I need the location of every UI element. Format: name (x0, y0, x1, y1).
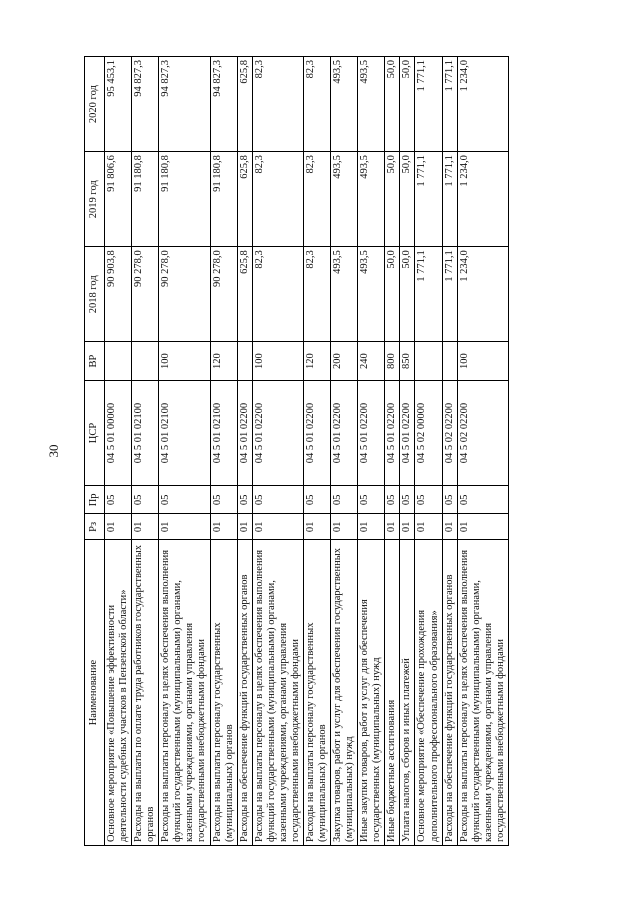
cell-rz: 01 (159, 514, 210, 540)
cell-rz: 01 (132, 514, 159, 540)
cell-pr: 05 (303, 486, 330, 514)
cell-2019: 91 806,6 (105, 152, 132, 247)
cell-2018: 90 903,8 (105, 247, 132, 342)
cell-vr: 120 (210, 342, 237, 381)
cell-vr: 240 (358, 342, 385, 381)
cell-name: Основное мероприятие «Повышение эффективности деятельности судебных участков в Пензенской области» (105, 540, 132, 846)
cell-2020: 82,3 (303, 57, 330, 152)
cell-csr: 04 5 01 02200 (252, 380, 303, 485)
cell-2019: 1 771,1 (415, 152, 442, 247)
cell-2020: 625,8 (237, 57, 252, 152)
cell-rz: 01 (457, 514, 508, 540)
cell-name: Уплата налогов, сборов и иных платежей (400, 540, 415, 846)
cell-2018: 82,3 (303, 247, 330, 342)
header-name: Наименование (85, 540, 105, 846)
table-row (237, 57, 252, 846)
cell-csr: 04 5 01 02100 (132, 380, 159, 485)
cell-2020: 493,5 (358, 57, 385, 152)
cell-rz: 01 (358, 514, 385, 540)
cell-pr: 05 (442, 486, 457, 514)
cell-name: Расходы на обеспечение функций государственных органов (442, 540, 457, 846)
cell-rz: 01 (415, 514, 442, 540)
table-row (358, 57, 385, 846)
budget-table (84, 56, 509, 846)
cell-vr (415, 342, 442, 381)
cell-csr: 04 5 01 02100 (159, 380, 210, 485)
table-row (132, 57, 159, 846)
cell-2019: 91 180,8 (159, 152, 210, 247)
cell-vr: 100 (159, 342, 210, 381)
cell-pr: 05 (400, 486, 415, 514)
cell-2020: 95 453,1 (105, 57, 132, 152)
cell-name: Расходы на выплаты по оплате труда работников государственных органов (132, 540, 159, 846)
cell-csr: 04 5 01 02100 (210, 380, 237, 485)
cell-vr: 100 (252, 342, 303, 381)
cell-2019: 625,8 (237, 152, 252, 247)
cell-2020: 50,0 (400, 57, 415, 152)
cell-csr: 04 5 01 02200 (400, 380, 415, 485)
cell-vr (442, 342, 457, 381)
cell-rz: 01 (105, 514, 132, 540)
cell-pr: 05 (210, 486, 237, 514)
cell-2019: 50,0 (400, 152, 415, 247)
table-row (105, 57, 132, 846)
cell-2018: 493,5 (358, 247, 385, 342)
cell-name: Расходы на выплаты персоналу в целях обеспечения выполнения функций государственными (муниципальными) органами, казенными учреждениями, органами управления государственными внебюджетными фондами (159, 540, 210, 846)
cell-2018: 493,5 (331, 247, 358, 342)
cell-2020: 94 827,3 (159, 57, 210, 152)
cell-pr: 05 (132, 486, 159, 514)
cell-2019: 493,5 (331, 152, 358, 247)
cell-2018: 50,0 (385, 247, 400, 342)
header-vr: ВР (85, 342, 105, 381)
cell-rz: 01 (385, 514, 400, 540)
table-row (331, 57, 358, 846)
cell-name: Иные бюджетные ассигнования (385, 540, 400, 846)
cell-2020: 1 771,1 (415, 57, 442, 152)
cell-name: Расходы на выплаты персоналу государственных (муниципальных) органов (210, 540, 237, 846)
cell-2019: 82,3 (252, 152, 303, 247)
cell-csr: 04 5 02 00000 (415, 380, 442, 485)
header-2020: 2020 год (85, 57, 105, 152)
cell-2018: 50,0 (400, 247, 415, 342)
cell-2018: 90 278,0 (210, 247, 237, 342)
cell-vr: 200 (331, 342, 358, 381)
table-row (457, 57, 508, 846)
cell-2019: 493,5 (358, 152, 385, 247)
cell-rz: 01 (303, 514, 330, 540)
cell-csr: 04 5 01 02200 (303, 380, 330, 485)
cell-pr: 05 (385, 486, 400, 514)
cell-name: Расходы на выплаты персоналу в целях обеспечения выполнения функций государственными (муниципальными) органами, казенными учреждениями, органами управления государственными внебюджетными фондами (252, 540, 303, 846)
cell-2019: 1 234,0 (457, 152, 508, 247)
cell-2019: 82,3 (303, 152, 330, 247)
cell-name: Расходы на обеспечение функций государственных органов (237, 540, 252, 846)
cell-2018: 1 234,0 (457, 247, 508, 342)
cell-csr: 04 5 02 02200 (457, 380, 508, 485)
cell-rz: 01 (400, 514, 415, 540)
cell-vr: 100 (457, 342, 508, 381)
cell-name: Основное мероприятие «Обеспечение прохождения дополнительного профессионального образования» (415, 540, 442, 846)
cell-2020: 50,0 (385, 57, 400, 152)
cell-rz: 01 (210, 514, 237, 540)
table-row (442, 57, 457, 846)
cell-csr: 04 5 01 02200 (358, 380, 385, 485)
cell-2018: 90 278,0 (159, 247, 210, 342)
table-row (210, 57, 237, 846)
cell-pr: 05 (331, 486, 358, 514)
cell-csr: 04 5 01 00000 (105, 380, 132, 485)
cell-pr: 05 (159, 486, 210, 514)
cell-pr: 05 (457, 486, 508, 514)
table-row (400, 57, 415, 846)
cell-2020: 493,5 (331, 57, 358, 152)
cell-2018: 1 771,1 (415, 247, 442, 342)
table-row (385, 57, 400, 846)
table-row (252, 57, 303, 846)
header-2019: 2019 год (85, 152, 105, 247)
table-row (303, 57, 330, 846)
header-csr: ЦСР (85, 380, 105, 485)
cell-2018: 82,3 (252, 247, 303, 342)
rotated-table-container (84, 56, 544, 846)
cell-rz: 01 (237, 514, 252, 540)
table-row (415, 57, 442, 846)
header-rz: Рз (85, 514, 105, 540)
cell-2018: 90 278,0 (132, 247, 159, 342)
cell-2018: 625,8 (237, 247, 252, 342)
cell-vr (105, 342, 132, 381)
cell-name: Расходы на выплаты персоналу государственных (муниципальных) органов (303, 540, 330, 846)
cell-2020: 1 234,0 (457, 57, 508, 152)
cell-2019: 91 180,8 (132, 152, 159, 247)
cell-csr: 04 5 01 02200 (385, 380, 400, 485)
cell-vr: 120 (303, 342, 330, 381)
table-body (105, 57, 509, 846)
cell-name: Закупка товаров, работ и услуг для обеспечения государственных (муниципальных) нужд (331, 540, 358, 846)
cell-pr: 05 (237, 486, 252, 514)
cell-rz: 01 (252, 514, 303, 540)
cell-csr: 04 5 01 02200 (237, 380, 252, 485)
cell-2019: 91 180,8 (210, 152, 237, 247)
cell-2020: 1 771,1 (442, 57, 457, 152)
cell-pr: 05 (358, 486, 385, 514)
table-row (159, 57, 210, 846)
table-header-row (85, 57, 105, 846)
cell-pr: 05 (415, 486, 442, 514)
cell-2019: 1 771,1 (442, 152, 457, 247)
cell-vr: 850 (400, 342, 415, 381)
cell-pr: 05 (252, 486, 303, 514)
cell-2020: 94 827,3 (210, 57, 237, 152)
page-number: 30 (46, 444, 61, 458)
cell-vr (237, 342, 252, 381)
cell-name: Иные закупки товаров, работ и услуг для обеспечения государственных (муниципальных) нужд (358, 540, 385, 846)
cell-vr: 800 (385, 342, 400, 381)
cell-2020: 82,3 (252, 57, 303, 152)
header-2018: 2018 год (85, 247, 105, 342)
cell-vr (132, 342, 159, 381)
cell-pr: 05 (105, 486, 132, 514)
cell-csr: 04 5 02 02200 (442, 380, 457, 485)
cell-2019: 50,0 (385, 152, 400, 247)
cell-rz: 01 (442, 514, 457, 540)
cell-2020: 94 827,3 (132, 57, 159, 152)
cell-csr: 04 5 01 02200 (331, 380, 358, 485)
header-pr: Пр (85, 486, 105, 514)
cell-name: Расходы на выплаты персоналу в целях обеспечения выполнения функций государственными (муниципальными) органами, казенными учреждениями, органами управления государственными внебюджетными фондами (457, 540, 508, 846)
cell-rz: 01 (331, 514, 358, 540)
cell-2018: 1 771,1 (442, 247, 457, 342)
